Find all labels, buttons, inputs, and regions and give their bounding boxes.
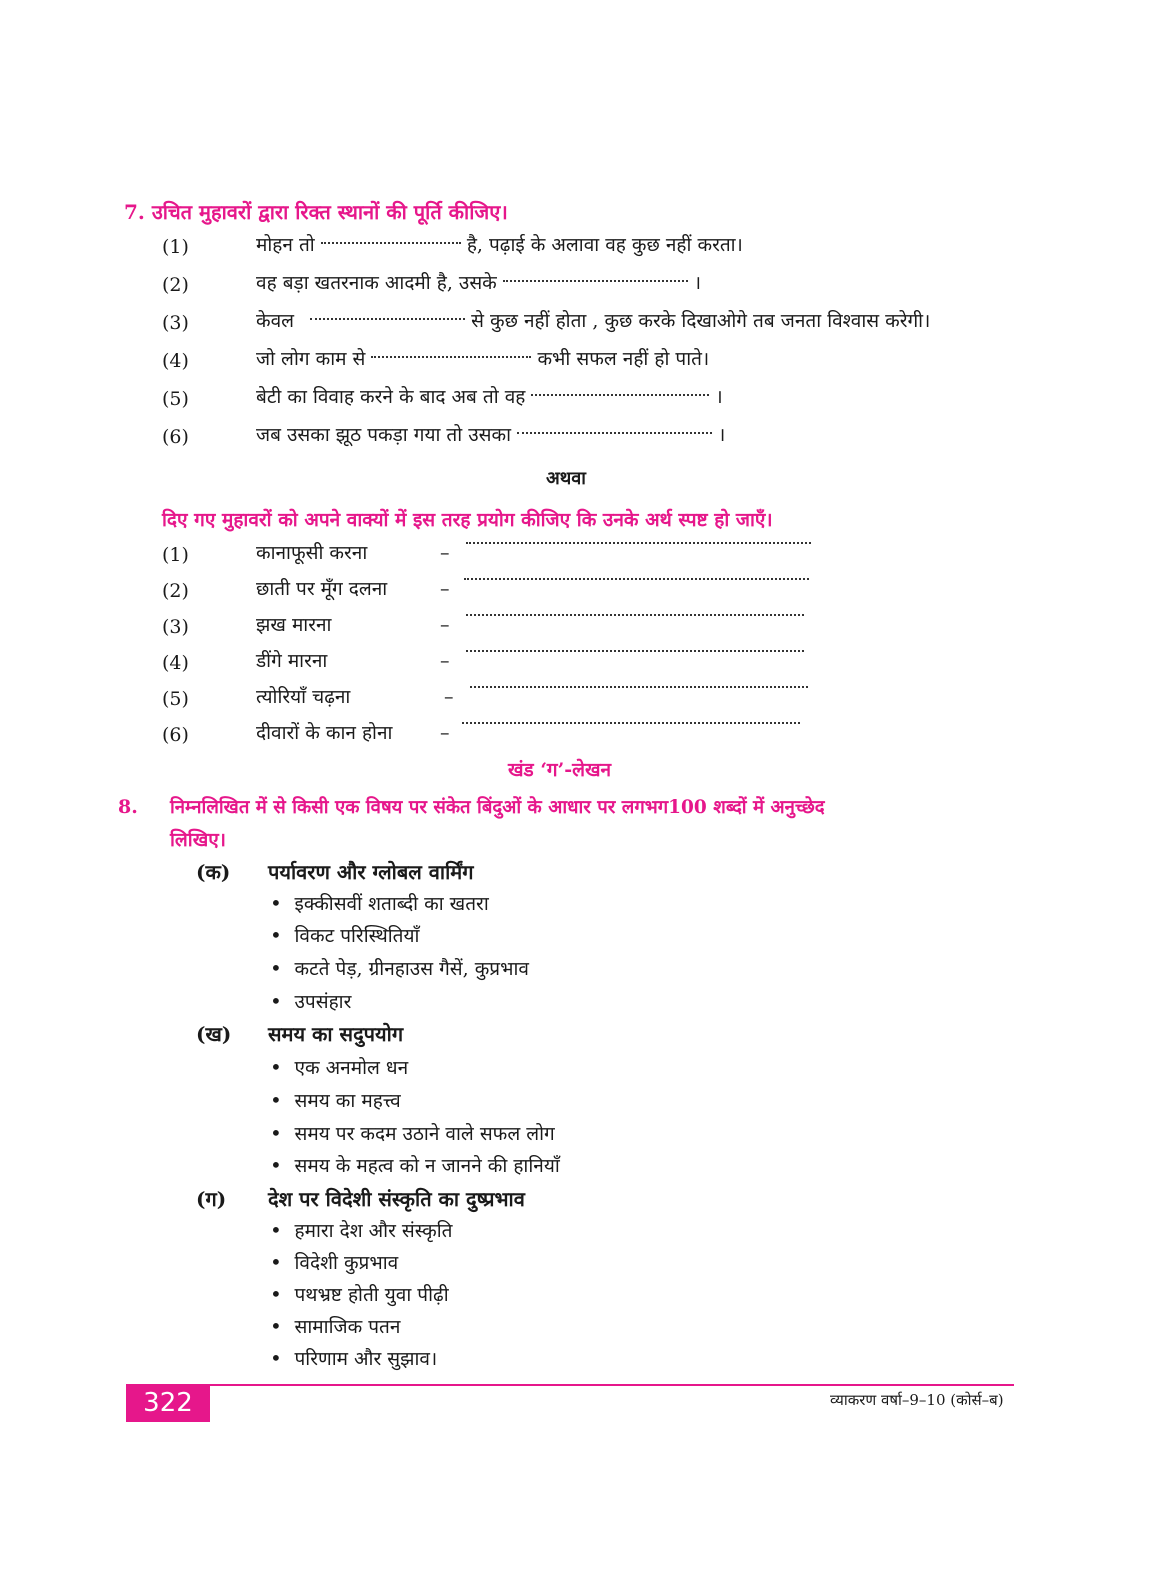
topic-title: पर्यावरण और ग्लोबल वार्मिंग bbox=[268, 860, 474, 884]
q7-title: 7. उचित मुहावरों द्वारा रिक्त स्थानों की पूर्ति कीजिए। bbox=[124, 200, 508, 224]
topic-title: देश पर विदेशी संस्कृति का दुष्प्रभाव bbox=[268, 1187, 525, 1211]
topic-point: • हमारा देश और संस्कृति bbox=[270, 1218, 453, 1242]
book-title: व्याकरण वर्षा–9–10 (कोर्स–ब) bbox=[830, 1391, 1004, 1409]
q7-item-before: केवल bbox=[256, 310, 295, 332]
q7-item-after: । bbox=[693, 272, 702, 294]
blank-line bbox=[503, 270, 688, 282]
idiom-dash: – bbox=[440, 542, 450, 564]
q8-number: 8. bbox=[118, 796, 138, 818]
q7-item-num: (3) bbox=[162, 312, 189, 334]
section-heading: खंड ‘ग’-लेखन bbox=[508, 759, 612, 781]
q7-item bbox=[256, 308, 930, 334]
answer-line bbox=[466, 604, 804, 616]
footer-rule bbox=[210, 1384, 1014, 1386]
idiom-text: कानाफूसी करना bbox=[256, 542, 368, 564]
q7-item-before: जब उसका झूठ पकड़ा गया तो उसका bbox=[256, 424, 511, 446]
q7-item bbox=[256, 270, 701, 296]
idiom-num: (5) bbox=[162, 688, 189, 710]
topic-point: • समय का महत्त्व bbox=[270, 1088, 401, 1112]
bullet-icon: • bbox=[270, 1282, 295, 1306]
idiom-text: छाती पर मूँग दलना bbox=[256, 578, 388, 600]
idiom-num: (3) bbox=[162, 616, 189, 638]
bullet-icon: • bbox=[270, 1250, 295, 1274]
topic-title: समय का सदुपयोग bbox=[268, 1022, 404, 1046]
q7-item-before: जो लोग काम से bbox=[256, 348, 366, 370]
topic-point: • पथभ्रष्ट होती युवा पीढ़ी bbox=[270, 1282, 449, 1306]
bullet-icon: • bbox=[270, 1218, 295, 1242]
idiom-text: त्योरियाँ चढ़ना bbox=[256, 686, 351, 708]
blank-line bbox=[517, 422, 712, 434]
q7-item bbox=[256, 346, 709, 372]
q7-item-after: कभी सफल नहीं हो पाते। bbox=[537, 348, 710, 370]
q7-item bbox=[256, 384, 723, 410]
topic-point: • विदेशी कुप्रभाव bbox=[270, 1250, 399, 1274]
q7-item-num: (4) bbox=[162, 350, 189, 372]
q7-item-after: । bbox=[718, 424, 726, 446]
bullet-icon: • bbox=[270, 1314, 295, 1338]
or-label: अथवा bbox=[546, 468, 586, 489]
page-number: 322 bbox=[126, 1384, 210, 1422]
topic-label: (क) bbox=[196, 860, 231, 884]
q8-title-line2: लिखिए। bbox=[170, 829, 226, 851]
q7-item-num: (5) bbox=[162, 388, 189, 410]
bullet-icon: • bbox=[270, 956, 295, 980]
answer-line bbox=[466, 640, 804, 652]
q7-item-after: से कुछ नहीं होता , कुछ करके दिखाओगे तब जनता विश्वास करेगी। bbox=[471, 310, 931, 332]
q7-alt-title: दिए गए मुहावरों को अपने वाक्यों में इस तरह प्रयोग कीजिए कि उनके अर्थ स्पष्ट हो जाएँ। bbox=[162, 509, 773, 531]
blank-line bbox=[321, 232, 461, 244]
answer-line bbox=[470, 676, 808, 688]
q7-item-after: है, पढ़ाई के अलावा वह कुछ नहीं करता। bbox=[466, 234, 743, 256]
q7-item-num: (1) bbox=[162, 236, 189, 258]
topic-point: • इक्कीसवीं शताब्दी का खतरा bbox=[270, 891, 489, 915]
bullet-icon: • bbox=[270, 989, 295, 1013]
topic-point: • समय पर कदम उठाने वाले सफल लोग bbox=[270, 1121, 555, 1145]
topic-point: • एक अनमोल धन bbox=[270, 1055, 409, 1079]
idiom-dash: – bbox=[440, 650, 450, 672]
topic-label: (ख) bbox=[196, 1022, 232, 1046]
idiom-num: (4) bbox=[162, 652, 189, 674]
topic-point: • परिणाम और सुझाव। bbox=[270, 1346, 438, 1370]
topic-point: • समय के महत्व को न जानने की हानियाँ bbox=[270, 1153, 560, 1177]
q7-item bbox=[256, 422, 725, 448]
bullet-icon: • bbox=[270, 1088, 295, 1112]
answer-line bbox=[466, 532, 811, 544]
idiom-text: डींगे मारना bbox=[256, 650, 328, 672]
idiom-num: (6) bbox=[162, 724, 189, 746]
topic-point: • विकट परिस्थितियाँ bbox=[270, 923, 420, 947]
bullet-icon: • bbox=[270, 1055, 295, 1079]
bullet-icon: • bbox=[270, 1346, 295, 1370]
idiom-dash: – bbox=[440, 722, 450, 744]
q7-item-before: वह बड़ा खतरनाक आदमी है, उसके bbox=[256, 272, 497, 294]
idiom-num: (2) bbox=[162, 580, 189, 602]
idiom-text: झख मारना bbox=[256, 614, 332, 636]
bullet-icon: • bbox=[270, 891, 295, 915]
q7-item-num: (6) bbox=[162, 426, 189, 448]
idiom-dash: – bbox=[440, 614, 450, 636]
q7-item-before: बेटी का विवाह करने के बाद अब तो वह bbox=[256, 386, 526, 408]
topic-point: • कटते पेड़, ग्रीनहाउस गैसें, कुप्रभाव bbox=[270, 956, 529, 980]
idiom-dash: – bbox=[440, 578, 450, 600]
q7-item bbox=[256, 232, 743, 258]
idiom-num: (1) bbox=[162, 544, 189, 566]
blank-line bbox=[531, 384, 709, 396]
blank-line bbox=[371, 346, 531, 358]
topic-label: (ग) bbox=[196, 1187, 227, 1211]
bullet-icon: • bbox=[270, 923, 295, 947]
answer-line bbox=[462, 712, 800, 724]
blank-line bbox=[310, 308, 465, 320]
bullet-icon: • bbox=[270, 1153, 295, 1177]
answer-line bbox=[464, 568, 809, 580]
q7-item-num: (2) bbox=[162, 274, 189, 296]
topic-point: • सामाजिक पतन bbox=[270, 1314, 401, 1338]
topic-point: • उपसंहार bbox=[270, 989, 352, 1013]
q7-item-after: । bbox=[715, 386, 723, 408]
idiom-dash: – bbox=[444, 686, 454, 708]
bullet-icon: • bbox=[270, 1121, 295, 1145]
idiom-text: दीवारों के कान होना bbox=[256, 722, 393, 744]
q8-title-line1: निम्नलिखित में से किसी एक विषय पर संकेत बिंदुओं के आधार पर लगभग100 शब्दों में अनुच्छेद bbox=[170, 797, 825, 818]
q7-item-before: मोहन तो bbox=[256, 234, 315, 256]
